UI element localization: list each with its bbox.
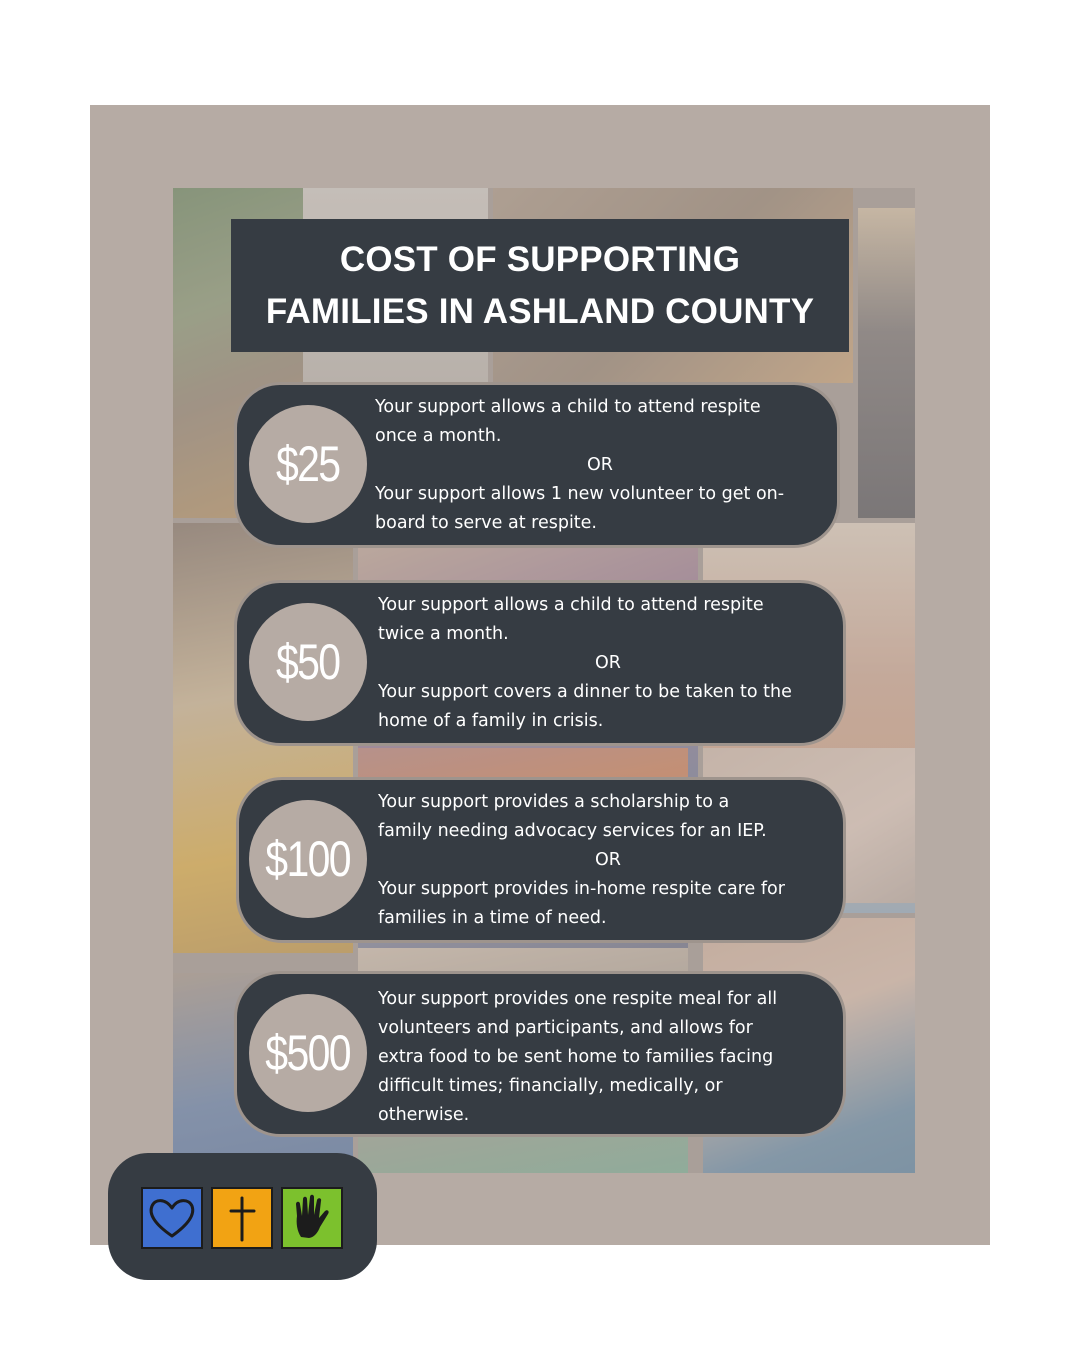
tier-card-25 [234,382,840,548]
handprint-icon [281,1187,343,1249]
heart-icon [141,1187,203,1249]
desc-line: difficult times; financially, medically, or [378,1076,723,1096]
title-banner [231,219,849,352]
or-divider: OR [595,850,621,870]
tier-description [378,591,838,736]
desc-line: Your support allows a child to attend respite [375,397,761,417]
desc-line: twice a month. [378,624,509,644]
desc-line: Your support provides a scholarship to a [378,792,730,812]
title-line-1: COST OF SUPPORTING [339,239,741,279]
or-divider: OR [587,455,613,475]
title-line-2: FAMILIES IN ASHLAND COUNTY [265,291,815,331]
amount-badge [249,994,367,1112]
or-divider: OR [595,653,621,673]
amount-badge [249,800,367,918]
amount-label: $500 [265,1025,351,1081]
desc-line: Your support allows a child to attend respite [378,595,764,615]
amount-label: $50 [276,634,340,690]
desc-line: families in a time of need. [378,908,607,928]
desc-line: extra food to be sent home to families facing [378,1047,774,1067]
desc-line: Your support provides one respite meal for all [378,989,778,1009]
tier-description [378,985,838,1130]
desc-line: once a month. [375,426,502,446]
amount-label: $100 [265,831,351,887]
desc-line: Your support provides in-home respite care for [378,879,785,899]
tier-card-100 [236,777,846,943]
tier-description [375,393,825,538]
desc-line: volunteers and participants, and allows for [378,1018,753,1038]
tier-card-500 [234,971,846,1137]
desc-line: Your support covers a dinner to be taken to the [378,682,792,702]
tier-card-50 [234,580,846,746]
amount-label: $25 [276,436,340,492]
desc-line: otherwise. [378,1105,470,1125]
desc-line: home of a family in crisis. [378,711,604,731]
amount-badge [249,603,367,721]
desc-line: Your support allows 1 new volunteer to get on- [375,484,785,504]
cross-icon [211,1187,273,1249]
amount-badge [249,405,367,523]
tier-description [378,788,838,933]
desc-line: board to serve at respite. [375,513,597,533]
desc-line: family needing advocacy services for an IEP. [378,821,767,841]
logo [108,1153,377,1280]
